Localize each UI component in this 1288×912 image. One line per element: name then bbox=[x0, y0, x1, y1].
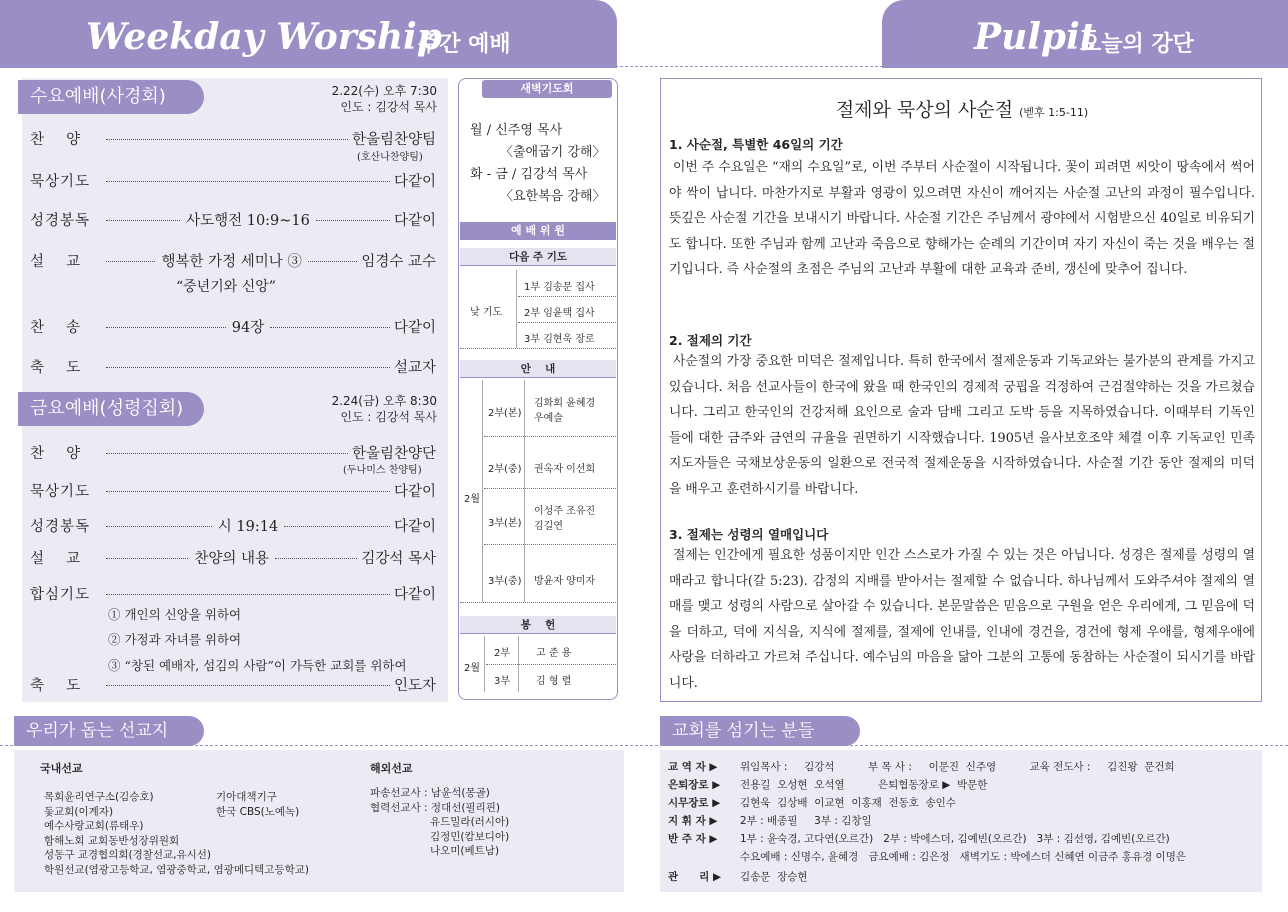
row-mid: 94장 bbox=[231, 320, 265, 336]
mission-item: 나오미(베트남) bbox=[430, 845, 500, 857]
prayer-item: ③ “창된 예배자, 섬김의 사람”이 가득한 교회를 위하여 bbox=[108, 658, 407, 673]
guide-name: 우예슬 bbox=[534, 413, 563, 424]
dawn-line: 〈출애굽기 강해〉 bbox=[500, 145, 606, 160]
row-value: 한울림찬양단 bbox=[351, 446, 436, 462]
overseas-list bbox=[370, 786, 509, 859]
row-mid: 시 19:14 bbox=[217, 519, 279, 535]
noon-row: 1부 김송문 집사 bbox=[524, 282, 595, 293]
guide-name: 이성주 조유진 bbox=[534, 506, 596, 517]
section-heading: 3. 절제는 성령의 열매입니다 bbox=[669, 527, 829, 542]
mission-item: 성동구 교경협의회(경찰선교,유시선) bbox=[44, 849, 212, 861]
header-divider bbox=[0, 66, 1288, 67]
row-value: 한울림찬양팀 bbox=[351, 132, 436, 148]
guide-names bbox=[534, 396, 595, 426]
row-label: 축 도 bbox=[30, 360, 82, 376]
servant-text: 2부 : 배종필 3부 : 김창일 bbox=[740, 815, 872, 827]
section-body: 절제는 인간에게 필요한 성품이지만 인간 스스로가 가질 수 있는 것은 아닙니다. 성경은 절제를 성령의 열매라고 합니다(갈 5:23). 감정의 지배를 받아서는 절제할 수 없습니다. 하나님께서 도와주셔야 절제의 열매를 맺고 성령의 사람으로 살아갈 수 있습니다. 본문말씀은 믿음으로 구원을 얻은 우리에게, 그 믿음에 덕을 더하고, 덕에 지식을, 지식에 절제를, 절제에 인내를, 인내에 경건을, 경건에 형제 우애를, 형제우애에 사랑을 더하라고 가르쳐 주십니다. 예수님의 마음을 닮아 그분의 고통에 동참하는 사순절이 되시기를 바랍니다. bbox=[669, 548, 1255, 691]
section-heading: 1. 사순절, 특별한 46일의 기간 bbox=[669, 137, 843, 152]
guide-name: 권옥자 이선희 bbox=[534, 464, 596, 475]
sermon-title-line bbox=[661, 95, 1263, 122]
guide-month: 2월 bbox=[464, 494, 481, 505]
offering-part: 3부 bbox=[494, 676, 511, 687]
dawn-line: 화 - 금 / 김강석 목사 bbox=[470, 167, 588, 182]
row-label: 설 교 bbox=[30, 551, 82, 567]
row-label: 묵상기도 bbox=[30, 174, 91, 190]
friday-date: 2.24(금) 오후 8:30 bbox=[331, 394, 437, 408]
wed-row-praise bbox=[30, 128, 436, 149]
offering-month: 2월 bbox=[464, 663, 481, 674]
row-value: 다같이 bbox=[393, 213, 436, 229]
row-value: 다같이 bbox=[393, 174, 436, 190]
section-body: 이번 주 수요일은 “재의 수요일”로, 이번 주부터 사순절이 시작됩니다. 꽃이 피려면 씨앗이 땅속에서 썩어야 싹이 납니다. 마찬가지로 부활과 영광이 있으려면 자신이 깨어지는 사순절 고난의 과정이 필수입니다. 뜻깊은 사순절 기간을 보내시기 바랍니다. 사순절 기간은 주님께서 광야에서 시험받으신 40일로 비유되기도 합니다. 또한 주님과 함께 고난과 죽음으로 향해가는 순례의 기간이며 자기 자신이 죽는 것을 배우는 절기입니다. 즉 사순절의 초점은 주님의 고난과 부활에 대한 교육과 준비, 갱신에 맞추어 집니다. bbox=[669, 160, 1255, 277]
weekday-worship-title: Weekday Worship bbox=[86, 16, 442, 58]
row-label: 찬 송 bbox=[30, 320, 82, 336]
servant-text: 김송문 장승현 bbox=[740, 871, 808, 883]
row-value: 다같이 bbox=[393, 587, 436, 603]
guide-part: 3부(본) bbox=[488, 518, 522, 529]
pulpit-title: Pulpit bbox=[974, 16, 1097, 58]
dawn-line: 〈요한복음 강해〉 bbox=[500, 189, 606, 204]
committee-title: 예 배 위 원 bbox=[460, 222, 616, 240]
wed-row-benediction bbox=[30, 356, 436, 377]
row-mid: 찬양의 내용 bbox=[194, 551, 269, 567]
weekday-worship-subtitle: 주간 예배 bbox=[418, 32, 511, 57]
wed-sermon-subtitle: “중년기와 신앙” bbox=[176, 279, 276, 295]
row-label: 합심기도 bbox=[30, 587, 91, 603]
friday-info bbox=[300, 393, 437, 425]
mission-item: 기아대책기구 bbox=[216, 791, 277, 803]
servant-text: 위임목사 : 김강석 부 목 사 : 이문진 신주영 교육 전도사 : 김진왕 문건희 bbox=[740, 761, 1175, 773]
offering-name: 김 형 렬 bbox=[536, 676, 572, 687]
section-heading: 2. 절제의 기간 bbox=[669, 333, 752, 348]
row-value: 다같이 bbox=[393, 320, 436, 336]
guide-title: 안 내 bbox=[460, 360, 616, 378]
guide-part: 3부(중) bbox=[488, 576, 522, 587]
fri-row-benediction bbox=[30, 674, 436, 695]
missions-title: 우리가 돕는 선교지 bbox=[14, 716, 204, 746]
wednesday-title: 수요예배(사경회) bbox=[18, 80, 204, 114]
row-label: 축 도 bbox=[30, 678, 82, 694]
row-value: 김강석 목사 bbox=[361, 551, 436, 567]
fri-row-sermon bbox=[30, 547, 436, 568]
mission-item: 함해노회 교회동반성장위원회 bbox=[44, 834, 180, 847]
servant-row bbox=[668, 832, 1170, 846]
guide-name: 방윤자 양미자 bbox=[534, 576, 596, 587]
offering-part: 2부 bbox=[494, 648, 511, 659]
row-value: 다같이 bbox=[393, 484, 436, 500]
mission-item: 유드밀라(러시아) bbox=[430, 816, 510, 828]
row-value: 임경수 교수 bbox=[361, 254, 437, 270]
prayer-item: ① 개인의 신앙을 위하여 bbox=[108, 607, 242, 622]
fri-praise-note: (두나미스 찬양팀) bbox=[343, 465, 422, 476]
offering-title: 봉 헌 bbox=[460, 616, 616, 634]
mission-item: 예수사랑교회(류태우) bbox=[44, 820, 144, 832]
mission-item: 학원선교(염광고등학교, 염광중학교, 염광메디텍고등학교) bbox=[44, 863, 309, 876]
friday-title: 금요예배(성령집회) bbox=[18, 392, 204, 426]
pulpit-subtitle: 오늘의 강단 bbox=[1080, 32, 1194, 57]
dawn-line: 월 / 신주영 목사 bbox=[470, 123, 563, 138]
pulpit-header bbox=[882, 0, 1288, 68]
wed-praise-note: (호산나찬양팀) bbox=[357, 152, 423, 163]
row-label: 성경봉독 bbox=[30, 213, 91, 229]
row-value: 다같이 bbox=[393, 519, 436, 535]
pulpit-box bbox=[660, 78, 1262, 702]
servant-row bbox=[668, 814, 872, 828]
servant-label: 시무장로 ▶ bbox=[668, 797, 721, 809]
domestic-heading: 국내선교 bbox=[40, 762, 83, 775]
offering-name: 고 준 용 bbox=[536, 648, 572, 659]
weekday-worship-header bbox=[0, 0, 617, 68]
servant-label: 은퇴장로 ▶ bbox=[668, 779, 721, 791]
mission-item: 협력선교사 : 정대선(필리핀) bbox=[370, 801, 500, 814]
row-label: 묵상기도 bbox=[30, 484, 91, 500]
wed-row-sermon bbox=[30, 250, 436, 271]
prayer-item: ② 가정과 자녀를 위하여 bbox=[108, 632, 242, 647]
servant-label: 반 주 자 ▶ bbox=[668, 833, 718, 845]
noon-label: 낮 기도 bbox=[470, 307, 503, 318]
guide-name: 김길연 bbox=[534, 521, 563, 532]
section-body: 사순절의 가장 중요한 미덕은 절제입니다. 특히 한국에서 절제운동과 기독교와는 불가분의 관계를 가지고 있습니다. 처음 선교사들이 한국에 왔을 때 한국인의 경제적 궁핍을 걱정하여 근검절약하는 것을 가르쳤습니다. 그리고 한국인의 건강저해 요인으로 술과 담배 그리고 도박 등을 지목하였습니다. 이때부터 기독인들에 대한 금주와 금연의 규율을 권면하기 시작했습니다. 1905년 을사보호조약 체결 이후 기독교인 민족지도자들은 국채보상운동의 일환으로 전국적 절제운동을 시작하였습니다. 사순절 기간 동안 절제의 미덕을 배우고 훈련하시기를 바랍니다. bbox=[669, 354, 1255, 497]
servants-title: 교회를 섬기는 분들 bbox=[660, 716, 860, 746]
fri-row-meditation bbox=[30, 480, 436, 501]
wed-row-reading bbox=[30, 209, 436, 230]
row-label: 성경봉독 bbox=[30, 519, 91, 535]
guide-part: 2부(본) bbox=[488, 408, 522, 419]
fri-row-praise bbox=[30, 442, 436, 463]
next-prayer-title: 다음 주 기도 bbox=[460, 248, 616, 266]
servant-label: 관 리 ▶ bbox=[668, 871, 722, 883]
guide-names bbox=[534, 504, 595, 534]
servant-text: 1부 : 윤숙경, 고다연(오르간) 2부 : 박에스더, 김예빈(오르간) 3부 : 김선영, 김예빈(오르간) bbox=[740, 833, 1170, 845]
mission-item: 돛교회(이계자) bbox=[44, 805, 114, 818]
fri-row-reading bbox=[30, 515, 436, 536]
wed-row-meditation bbox=[30, 170, 436, 191]
row-value: 설교자 bbox=[393, 360, 436, 376]
wed-row-hymn bbox=[30, 316, 436, 337]
row-label: 설 교 bbox=[30, 254, 82, 270]
servant-text: 수요예배 : 신명수, 윤혜경 금요예배 : 김은정 새벽기도 : 박에스더 신혜연 이금주 홍유경 이명은 bbox=[740, 851, 1186, 863]
dawn-schedule bbox=[470, 120, 605, 208]
bottom-divider bbox=[0, 745, 1288, 746]
sermon-reference: (벧후 1:5-11) bbox=[1019, 106, 1089, 119]
wednesday-info bbox=[300, 83, 437, 115]
mission-item: 파송선교사 : 남윤석(몽골) bbox=[370, 787, 490, 799]
servant-text: 김현욱 김상배 이교현 이홍재 전동호 송인수 bbox=[740, 797, 956, 809]
guide-part: 2부(중) bbox=[488, 464, 522, 475]
sermon-title: 절제와 묵상의 사순절 bbox=[835, 99, 1014, 121]
servant-text: 전용길 오성현 오석열 은퇴협동장로 ▶ 박문한 bbox=[740, 779, 988, 791]
mission-item: 한국 CBS(노예녹) bbox=[216, 805, 300, 818]
wednesday-date: 2.22(수) 오후 7:30 bbox=[331, 84, 437, 98]
row-mid: 사도행전 10:9~16 bbox=[186, 213, 310, 229]
fri-row-united-prayer bbox=[30, 583, 436, 604]
servant-row bbox=[668, 760, 1175, 774]
row-mid: 행복한 가정 세미나 ③ bbox=[161, 254, 302, 270]
servant-row bbox=[668, 850, 1186, 864]
row-label: 찬 양 bbox=[30, 132, 82, 148]
wednesday-leader: 인도 : 김강석 목사 bbox=[340, 100, 437, 114]
noon-row: 2부 임윤택 집사 bbox=[524, 308, 595, 319]
servant-label: 교 역 자 ▶ bbox=[668, 761, 718, 773]
domestic-list-2 bbox=[216, 790, 299, 819]
dawn-title: 새벽기도회 bbox=[482, 80, 612, 98]
overseas-heading: 해외선교 bbox=[370, 762, 413, 775]
servant-row bbox=[668, 870, 808, 884]
mission-item: 김정민(캄보디아) bbox=[430, 830, 510, 843]
friday-leader: 인도 : 김강석 목사 bbox=[340, 410, 437, 424]
guide-name: 김화회 윤혜경 bbox=[534, 398, 596, 409]
servant-label: 지 휘 자 ▶ bbox=[668, 815, 718, 827]
row-label: 찬 양 bbox=[30, 446, 82, 462]
row-value: 인도자 bbox=[393, 678, 436, 694]
noon-row: 3부 김현욱 장로 bbox=[524, 334, 595, 345]
servant-row bbox=[668, 778, 987, 792]
mission-item: 목회윤리연구소(김승호) bbox=[44, 791, 154, 803]
servant-row bbox=[668, 796, 956, 810]
